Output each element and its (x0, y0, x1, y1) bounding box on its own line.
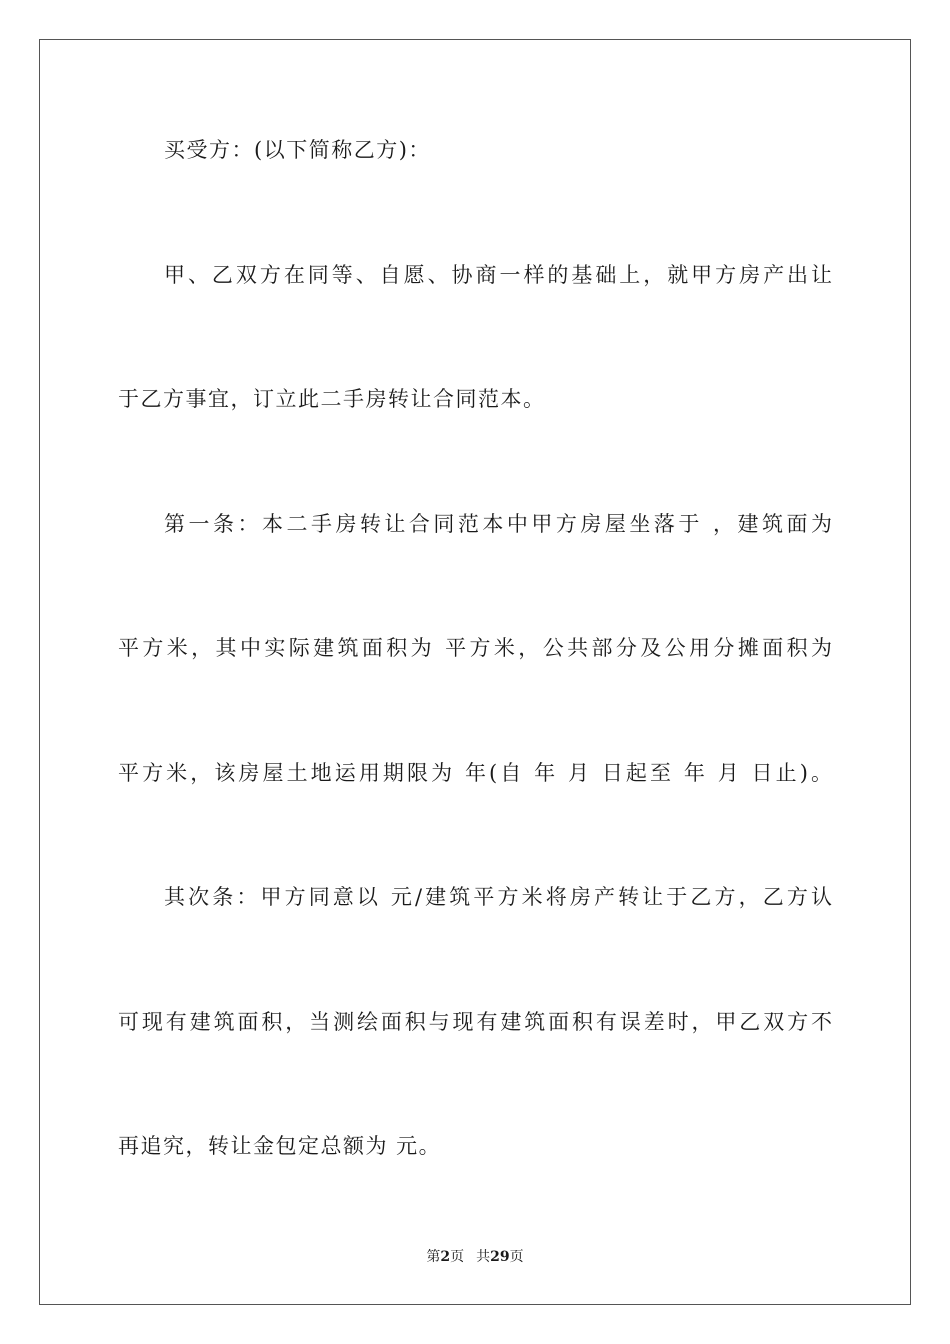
page-total-prefix: 共 (476, 1249, 491, 1265)
page-total-suffix: 页 (509, 1249, 524, 1265)
page-number-prefix: 第 (426, 1249, 441, 1265)
page-border (39, 39, 911, 1305)
article-1-line: 平方米，其中实际建筑面积为 平方米，公共部分及公用分摊面积为 (118, 636, 832, 660)
article-1-line: 平方米，该房屋土地运用期限为 年(自 年 月 日起至 年 月 日止)。 (118, 761, 832, 785)
article-2-line: 其次条：甲方同意以 元/建筑平方米将房产转让于乙方，乙方认 (164, 885, 832, 909)
page-number-total: 29 (490, 1249, 510, 1265)
page-number-suffix: 页 (450, 1249, 465, 1265)
page-number-current: 2 (440, 1249, 451, 1265)
article-2-line: 再追究，转让金包定总额为 元。 (118, 1134, 442, 1158)
article-1-line: 第一条：本二手房转让合同范本中甲方房屋坐落于 ，建筑面为 (164, 512, 832, 536)
article-2-line: 可现有建筑面积，当测绘面积与现有建筑面积有误差时，甲乙双方不 (118, 1010, 832, 1034)
page-footer (0, 1248, 950, 1266)
paragraph-line: 甲、乙双方在同等、自愿、协商一样的基础上，就甲方房产出让 (164, 263, 832, 287)
paragraph-line: 于乙方事宜，订立此二手房转让合同范本。 (118, 387, 546, 411)
buyer-line: 买受方：(以下简称乙方)： (164, 138, 431, 162)
